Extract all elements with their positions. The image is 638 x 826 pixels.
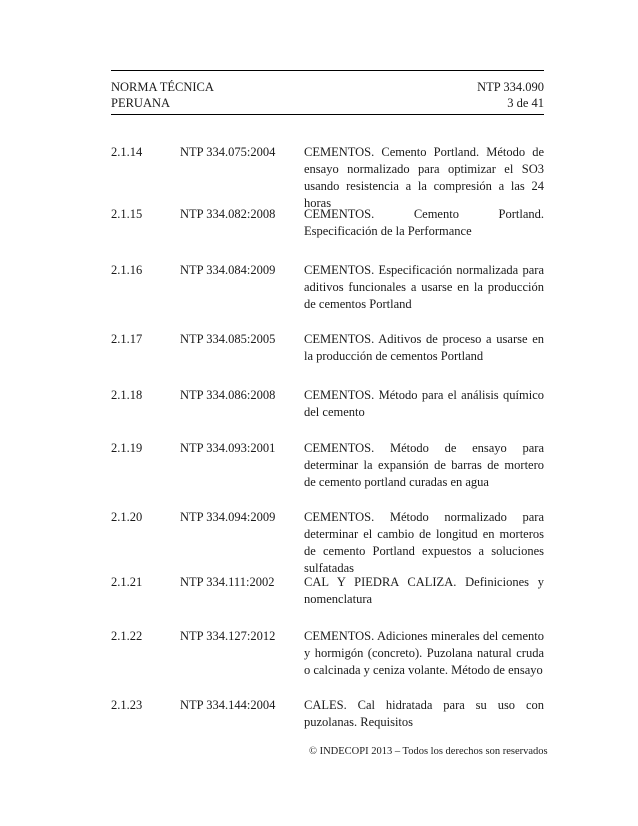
entry-standard-code: NTP 334.094:2009 — [180, 510, 276, 524]
entry-standard-code: NTP 334.111:2002 — [180, 575, 275, 589]
header-standard-code: NTP 334.090 — [477, 80, 544, 94]
entry-number: 2.1.21 — [111, 575, 143, 589]
header-standard-type-line1: NORMA TÉCNICA — [111, 80, 214, 94]
entry-description: CAL Y PIEDRA CALIZA. Definiciones y nomenclatura — [304, 575, 544, 606]
entry-standard-code: NTP 334.084:2009 — [180, 263, 276, 277]
entry-number: 2.1.18 — [111, 388, 143, 402]
header-top-rule — [111, 70, 544, 71]
entry-standard-code: NTP 334.093:2001 — [180, 441, 276, 455]
entry-standard-code: NTP 334.085:2005 — [180, 332, 276, 346]
entry-standard-code: NTP 334.082:2008 — [180, 207, 276, 221]
header-standard-type-line2: PERUANA — [111, 96, 171, 110]
entry-description: CEMENTOS. Método de ensayo para determinar la expansión de barras de mortero de cemento portland curadas en agua — [304, 441, 544, 489]
entry-description: CEMENTOS. Adiciones minerales del cemento y hormigón (concreto). Puzolana natural cruda o calcinada y ceniza volante. Método de ensayo — [304, 629, 544, 677]
entry-description: CALES. Cal hidratada para su uso con puzolanas. Requisitos — [304, 698, 544, 729]
header-bottom-rule — [111, 114, 544, 115]
entry-number: 2.1.17 — [111, 332, 143, 346]
entry-number: 2.1.22 — [111, 629, 143, 643]
entry-standard-code: NTP 334.127:2012 — [180, 629, 276, 643]
entry-description: CEMENTOS. Cemento Portland. Método de ensayo normalizado para optimizar el SO3 usando resistencia a la compresión a las 24 horas — [304, 145, 544, 210]
entry-number: 2.1.23 — [111, 698, 143, 712]
entry-standard-code: NTP 334.144:2004 — [180, 698, 276, 712]
entry-description: CEMENTOS. Aditivos de proceso a usarse en la producción de cementos Portland — [304, 332, 544, 363]
header-page-number: 3 de 41 — [507, 96, 544, 110]
entry-number: 2.1.20 — [111, 510, 143, 524]
entry-number: 2.1.15 — [111, 207, 143, 221]
entry-description: CEMENTOS. Especificación normalizada para aditivos funcionales a usarse en la producción de cementos Portland — [304, 263, 544, 311]
entry-standard-code: NTP 334.075:2004 — [180, 145, 276, 159]
entry-standard-code: NTP 334.086:2008 — [180, 388, 276, 402]
entry-number: 2.1.14 — [111, 145, 143, 159]
entry-description: CEMENTOS. Cemento Portland. Especificación de la Performance — [304, 207, 544, 238]
entry-number: 2.1.16 — [111, 263, 143, 277]
entry-number: 2.1.19 — [111, 441, 143, 455]
copyright-footer: © INDECOPI 2013 – Todos los derechos son reservados — [309, 746, 548, 757]
entry-description: CEMENTOS. Método normalizado para determinar el cambio de longitud en morteros de cemento Portland expuestos a soluciones sulfatadas — [304, 510, 544, 575]
entry-description: CEMENTOS. Método para el análisis químico del cemento — [304, 388, 544, 419]
